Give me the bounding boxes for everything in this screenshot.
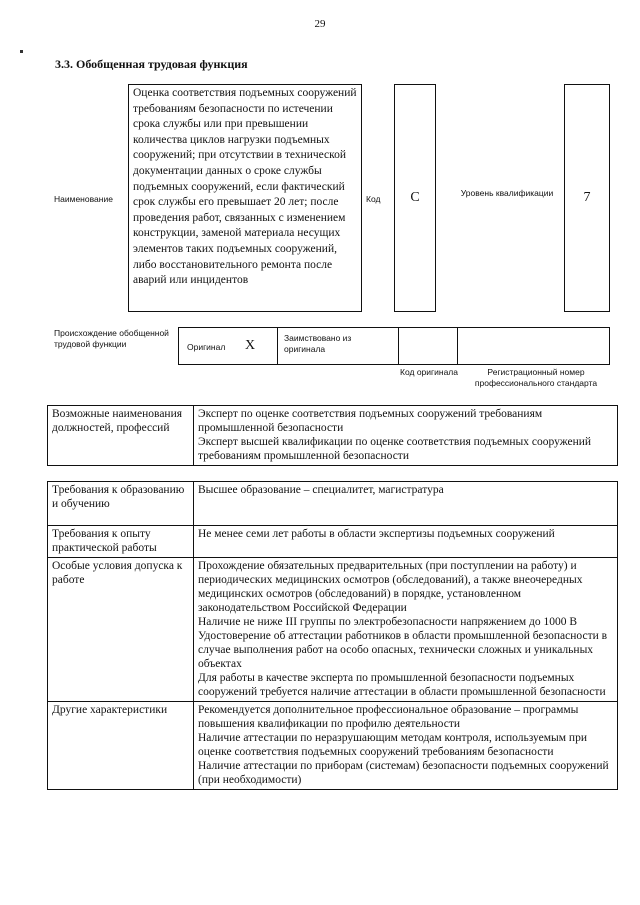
other-label: Другие характеристики <box>48 702 194 790</box>
table-row <box>48 526 618 558</box>
admission-label: Особые условия допуска к работе <box>48 558 194 702</box>
list-item: Наличие аттестации по неразрушающим методам контроля, используемым при оценке соответствия подъемных сооружений требованиям безопасности <box>198 732 587 758</box>
positions-label: Возможные наименования должностей, профессий <box>48 406 194 466</box>
section-title: 3.3. Обобщенная трудовая функция <box>55 57 248 71</box>
table-row <box>48 702 618 790</box>
table-row <box>48 482 618 526</box>
level-label: Уровень квалификации <box>460 188 554 198</box>
origin-code-caption: Код оригинала <box>400 367 458 377</box>
borrowed-label: Заимствовано из оригинала <box>284 333 352 354</box>
experience-value: Не менее семи лет работы в области экспертизы подъемных сооружений <box>194 526 618 558</box>
origin-borrowed-cell <box>277 327 399 365</box>
original-mark: X <box>245 338 256 353</box>
requirements-table <box>47 481 618 790</box>
origin-label: Происхождение обобщенной трудовой функции <box>54 328 169 349</box>
origin-code-cell <box>398 327 458 365</box>
code-label: Код <box>366 194 381 204</box>
list-item: Наличие не ниже III группы по электробезопасности напряжением до 1000 В <box>198 616 577 628</box>
admission-values <box>194 558 618 702</box>
experience-label: Требования к опыту практической работы <box>48 526 194 558</box>
name-value: Оценка соответствия подъемных сооружений требованиям безопасности по истечении срока службы или при превышении количества циклов нагрузки подъемных сооружений; при отсутствии в технической документации данных о сроке службы подъемных сооружений, если фактический срок службы его превышает 20 лет; после проведения работ, связанных с изменением конструкции, заменой материала несущих элементов таких подъемных сооружений, либо восстановительного ремонта после аварий или инцидентов <box>128 84 362 312</box>
name-label: Наименование <box>54 194 113 204</box>
positions-values <box>194 406 618 466</box>
positions-table <box>47 405 618 466</box>
origin-reg-cell <box>457 327 610 365</box>
list-item: Для работы в качестве эксперта по промышленной безопасности подъемных сооружений требуется наличие аттестации в области промышленной безопасности <box>198 672 606 698</box>
origin-reg-caption: Регистрационный номер профессионального стандарта <box>474 367 598 388</box>
list-item: Эксперт высшей квалификации по оценке соответствия подъемных сооружений требованиям промышленной безопасности <box>198 436 592 462</box>
other-values <box>194 702 618 790</box>
origin-original-cell <box>178 327 278 365</box>
table-row <box>48 406 618 466</box>
education-label: Требования к образованию и обучению <box>48 482 194 526</box>
table-row <box>48 558 618 702</box>
scan-mark <box>20 50 23 53</box>
list-item: Рекомендуется дополнительное профессиональное образование – программы повышения квалификации по профилю деятельности <box>198 704 579 730</box>
original-label: Оригинал <box>187 342 226 352</box>
education-value: Высшее образование – специалитет, магистратура <box>194 482 618 526</box>
level-value: 7 <box>583 190 591 205</box>
code-box <box>394 84 436 312</box>
page-number: 29 <box>314 18 326 30</box>
list-item: Прохождение обязательных предварительных (при поступлении на работу) и периодических медицинских осмотров (обследований), а также внеочередных медицинских осмотров (обследований) в порядке, установленном законодательством Российской Федерации <box>198 560 583 614</box>
list-item: Эксперт по оценке соответствия подъемных сооружений требованиям промышленной безопасности <box>198 408 543 434</box>
level-box <box>564 84 610 312</box>
list-item: Наличие аттестации по приборам (системам) безопасности подъемных сооружений (при необходимости) <box>198 760 609 786</box>
list-item: Удостоверение об аттестации работников в области промышленной безопасности в случае выполнения работ на особо опасных, технически сложных и уникальных объектах <box>198 630 608 670</box>
code-value: C <box>410 190 420 205</box>
